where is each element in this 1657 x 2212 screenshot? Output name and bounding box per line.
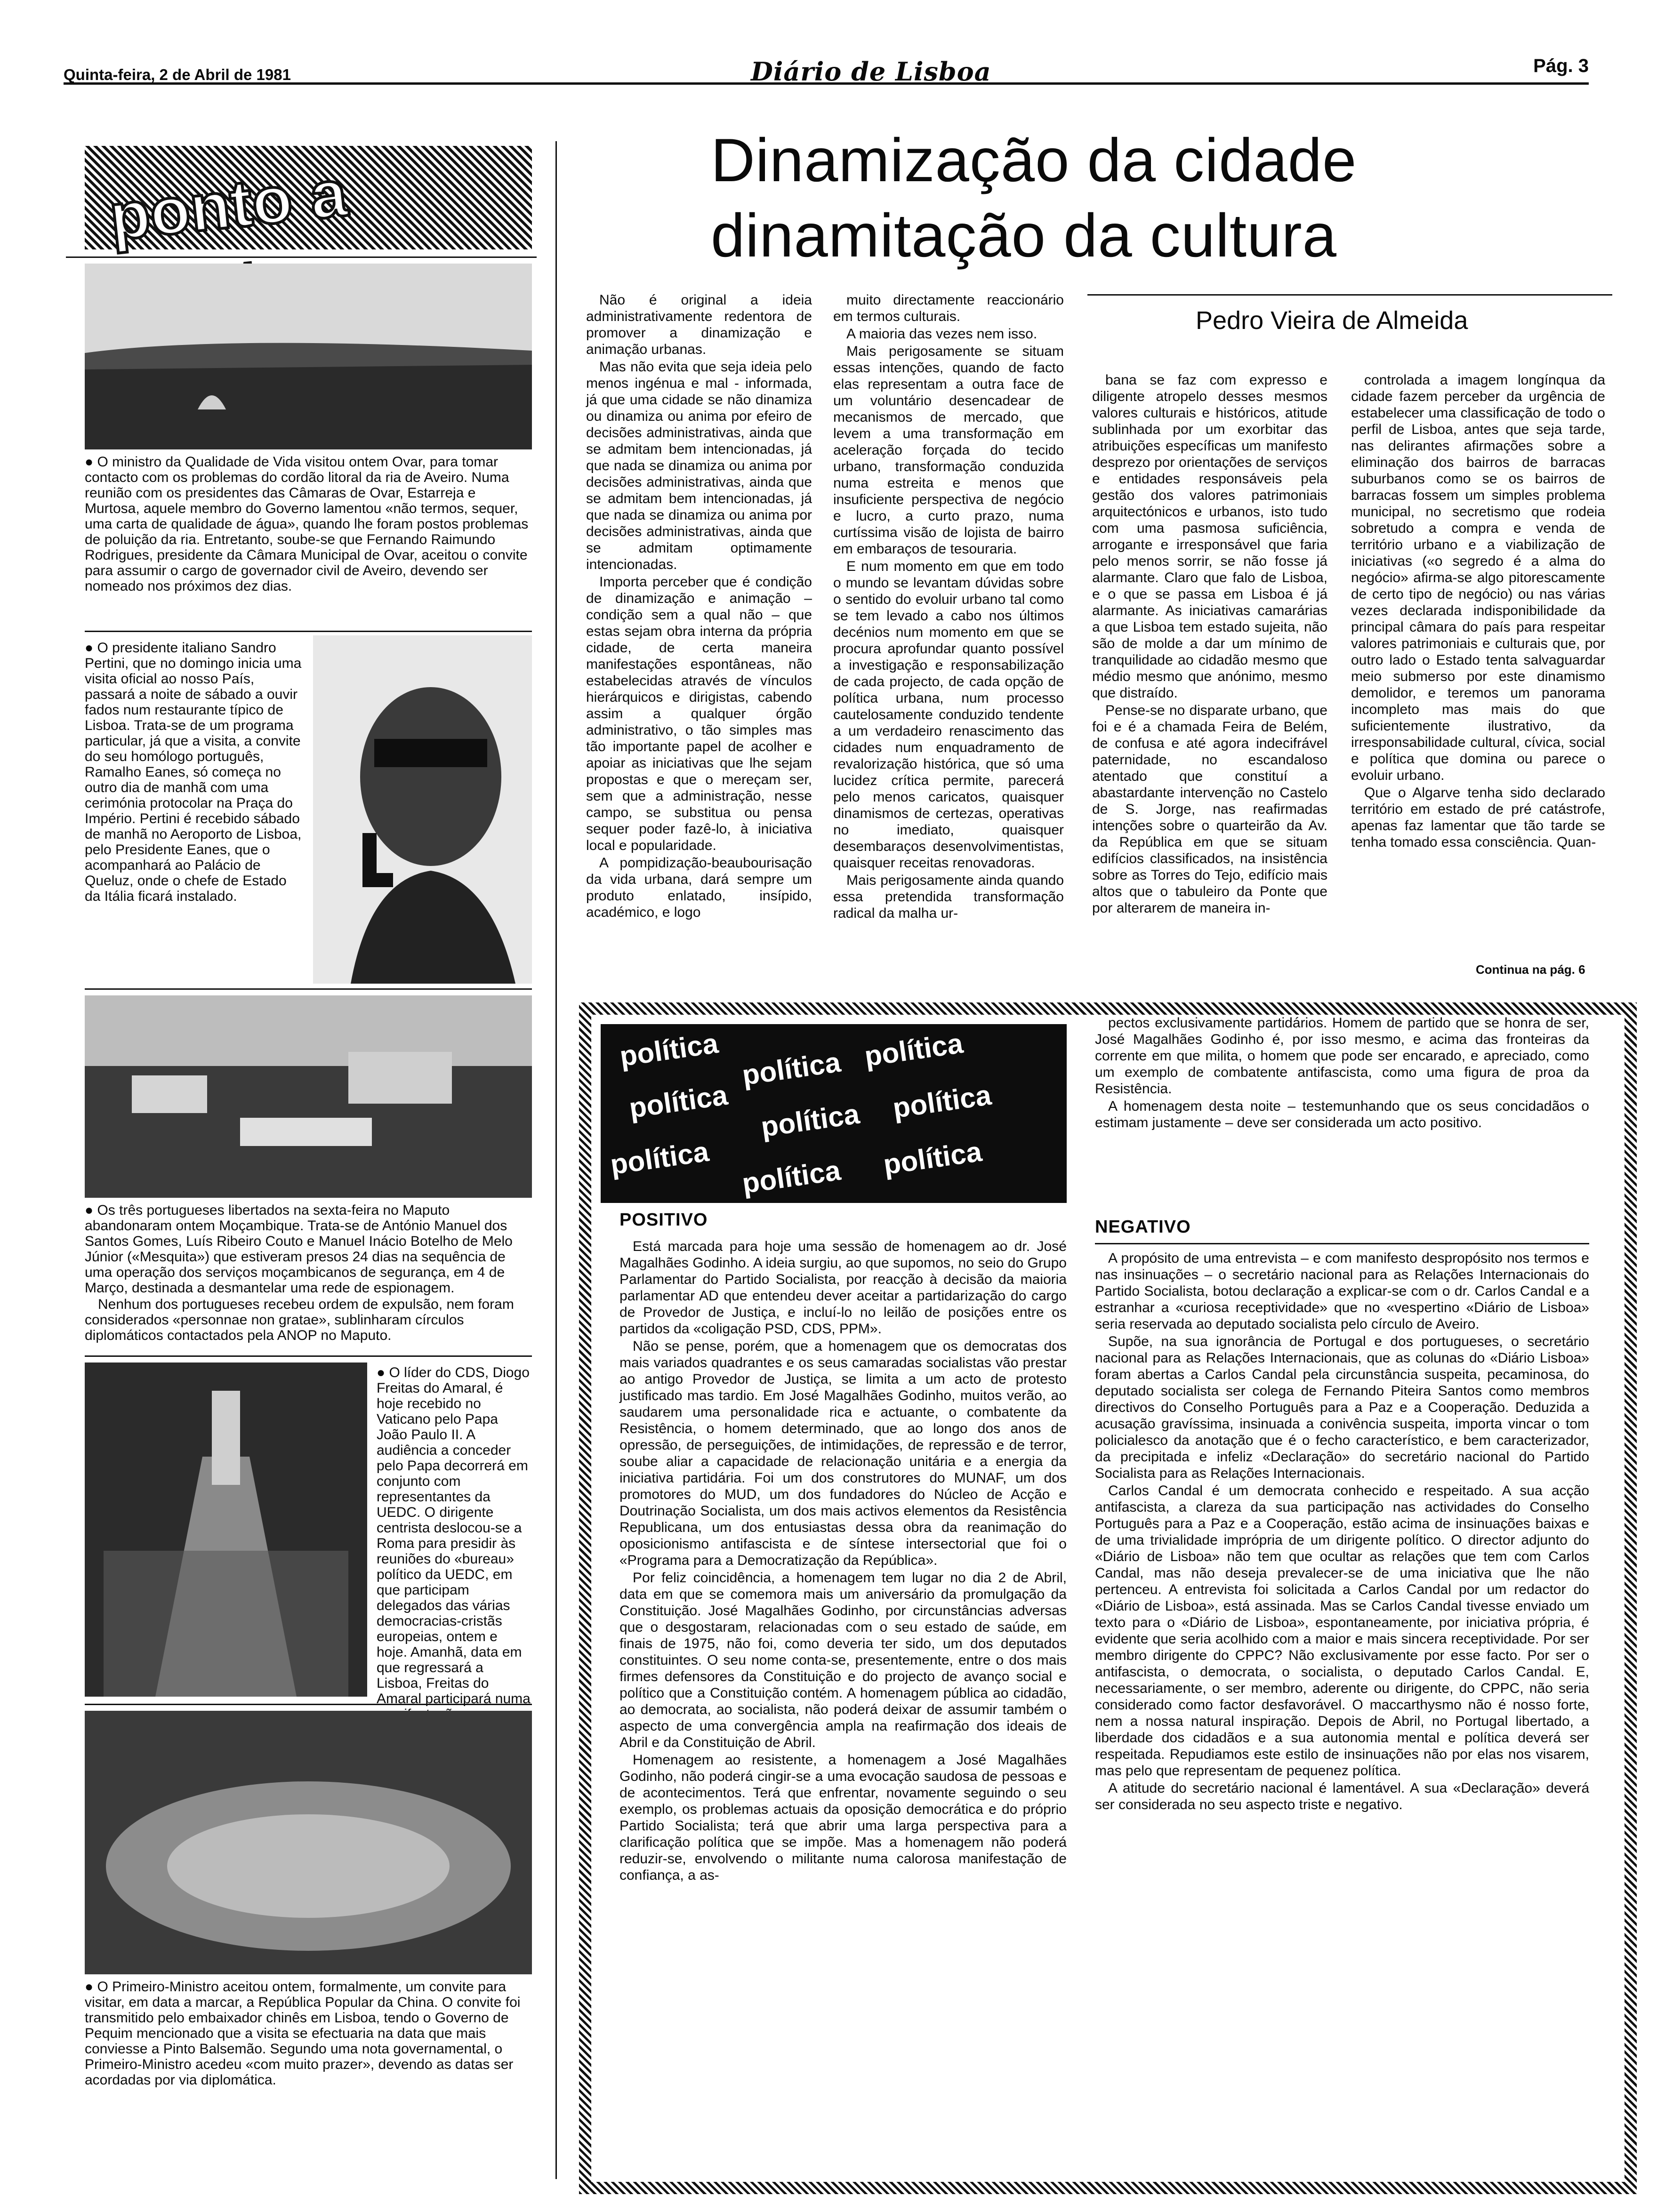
politica-banner-word: política <box>862 1027 965 1073</box>
article-paragraph: Que o Algarve tenha sido declarado território em estado de pré catástrofe, apenas faz lamentar que tão tarde se tenha tomado essa consciência. Quan- <box>1351 785 1605 850</box>
article-paragraph: Mais perigosamente se situam essas intenções, quando de facto elas representam a outra face de um voluntário desencadear de mecanismos de mercado, que levem a uma transformação em aceleração forçada do tecido urbano, transformação conduzida numa estreita e menos que insuficiente perspectiva de negócio e lucro, a curto prazo, numa curtíssima visão de lojista de bairro em embaraços de tesouraria. <box>833 344 1064 557</box>
article-paragraph: bana se faz com expresso e diligente atropelo desses mesmos valores culturais e históricos, atitude sublinhada por um exorbitar das atribuições específicas um manifesto desprezo por orientações de serviços e entidades responsáveis pela gestão dos valores patrimoniais arquitectónicos e urbanos, isto tudo com uma pasmosa suficiência, arrogante e irresponsável que faria pelo menos sorrir, se não fosse já alarmante. Claro que falo de Lisboa, e o que se passa em Lisboa é já alarmante. As iniciativas camarárias a que Lisboa tem estado sujeita, não são de molde a dar um mínimo de tranquilidade ao cidadão mesmo que médio mesmo que anónimo, mesmo que distraído. <box>1092 372 1327 701</box>
article-paragraph: Importa perceber que é condição de dinamização e animação – condição sem a qual não – que estas sejam obra interna da própria cidade, de certa maneira manifestações espontâneas, não estabelecidas através de vínculos hierárquicos e dirigistas, cabendo assim a qualquer órgão administrativo, o tão simples mas tão importante papel de acolher e apoiar as iniciativas que lhe sejam propostas e que o mereçam ser, sem que a administração, nesse campo, se substitua ou pensa sequer poder fazê-lo, à iniciativa local e popularidade. <box>586 574 812 853</box>
vatican-interior-photo <box>85 1362 367 1697</box>
negativo-column <box>1095 1250 1589 1814</box>
ria-de-aveiro-photo <box>85 264 532 449</box>
section-banner-title: ponto a <box>106 155 351 254</box>
article-paragraph: controlada a imagem longínqua da cidade fazem perceber da urgência de estabelecer uma classificação de todo o perfil de Lisboa, antes que seja tarde, nas delirantes afirmações sobre a eliminação dos bairros de barracas suburbanos como se os bairros de barracas fossem um simples problema municipal, no secretismo que rodeia sobretudo a compra e venda de território urbano e a viabilização de iniciativas («o segredo é a alma do negócio» afirma-se algo pitorescamente de certo tipo de negócio) ou nas várias vezes declarada indisponibilidade da principal câmara do país para respeitar valores patrimoniais e culturais que, por outro lado o Estado tenta salvaguardar meio submerso por este dinamismo demolidor, e teremos um panorama incompleto mas mais do que suficientemente ilustrativo, da irresponsabilidade cultural, cívica, social e política que domina ou parece o evoluir urbano. <box>1351 372 1605 783</box>
article-paragraph: Pense-se no disparate urbano, que foi e é a chamada Feira de Belém, de confusa e até agora indecifrável paternidade, no escandaloso atentado que constituí a abastardante intervenção no Castelo de S. Jorge, nas reafirmadas intenções sobre o quarteirão da Av. da República em que se situam edifícios classificados, na insistência sobre as Torres do Tejo, edifício mais altos que o tabuleiro da Ponte que por alterarem de maneira in- <box>1092 703 1327 916</box>
article-paragraph: Mas não evita que seja ideia pelo menos ingénua e mal - informada, já que uma cidade se não dinamiza ou dinamiza ou anima por efeiro de decisões administrativas, ainda que se admitam bem intencionadas, já que nada se dinamiza ou anima por decisões administrativas, ainda que se admitam bem intencionadas, já que nada se dinamiza ou anima por decisões administrativas, ainda que se admitam optimamente intencionadas. <box>586 359 812 572</box>
negativo-heading: NEGATIVO <box>1095 1217 1191 1237</box>
politica-banner-word: política <box>740 1154 843 1200</box>
positivo-paragraph: Homenagem ao resistente, a homenagem a José Magalhães Godinho, não poderá cingir-se a uma evocação saudosa de pessoas e de acontecimentos. Terá que enfrentar, novamente seguindo o seu exemplo, os problemas actuais da oposição democrática e do próprio Partido Socialista; terá que abrir uma larga perspectiva para a clarificação política que se impõe. Mas a homenagem não poderá reduzir-se, envolvendo o militante numa calorosa manifestação de confiança, a as- <box>619 1752 1067 1883</box>
politica-box <box>579 1002 1637 2194</box>
politica-banner <box>601 1024 1067 1203</box>
positivo-heading: POSITIVO <box>619 1210 708 1230</box>
politica-banner-word: política <box>618 1027 720 1073</box>
positivo-paragraph: Por feliz coincidência, a homenagem tem lugar no dia 2 de Abril, data em que se comemora mais um aniversário da promulgação da Constituição. José Magalhães Godinho, por circunstâncias adversas que o desgostaram, relacionadas com o seu estado de saúde, em finais de 1975, não foi, como deveria ter sido, um dos deputados constituintes. O seu nome conta-se, presentemente, entre o dos mais firmes defensores da Constituição e do projecto de avanço social e político que a Constituição contém. A homenagem pública ao cidadão, ao democrata, ao socialista, não poderá deixar de assumir também o aspecto de uma convergência ampla na reafirmação dos ideais de Abril e da Constituição de Abril. <box>619 1570 1067 1750</box>
article-paragraph: E num momento em que em todo o mundo se levantam dúvidas sobre o sentido do evoluir urbano tal como se tem levado a cabo nos últimos decénios num momento em que se procura aprofundar quanto possível a investigação e responsabilização de cada projecto, de cada opção de política urbana, num processo cautelosamente conduzido tendente a um verdadeiro renascimento das cidades num enquadramento de revalorização histórica, que só uma lucidez crítica permite, parecerá pelo menos caricatos, quaisquer dinamismos de certezas, operativas no imediato, quaisquer desembaraços desenvolvimentistas, quaisquer receitas renovadoras. <box>833 559 1064 871</box>
news-item-maputo: ● Os três portugueses libertados na sexta-feira no Maputo abandonaram ontem Moçambique. Trata-se de António Manuel dos Santos Gomes, Luís Ribeiro Couto e Manuel Inácio Botelho de Melo Júnior («Mesquita») que estiveram presos 24 dias na sequência de uma operação dos serviços moçambicanos de segurança, em 4 de Março, destinada a desmantelar uma rede de espionagem. <box>85 1202 513 1296</box>
sidebar-ponto-a-ponto <box>66 141 537 2179</box>
positivo-paragraph: Está marcada para hoje uma sessão de homenagem ao dr. José Magalhães Godinho. A ideia surgiu, ao que supomos, no seio do Grupo Parlamentar do Partido Socialista, por reacção à decisão da maioria parlamentar AD que entendeu dever aceitar a partidarização do cargo de Provedor de Justiça, e incluí-lo no leilão de posições entre os partidos da «coligação PSD, CDS, PPM». <box>619 1239 1067 1337</box>
news-item-freitas-do-amaral: ● O líder do CDS, Diogo Freitas do Amaral, é hoje recebido no Vaticano pelo Papa João Paulo II. A audiência a conceder pelo Papa decorrerá em conjunto com representantes da UEDC. O dirigente centrista deslocou-se a Roma para presidir às reuniões do «bureau» político da UEDC, em que participam delegados das várias democracias-cristãs europeias, ontem e hoje. Amanhã, data em que regressará a Lisboa, Freitas do Amaral participará numa <box>377 1365 531 1707</box>
negativo-paragraph: Carlos Candal é um democrata conhecido e respeitado. A sua acção antifascista, a clareza da sua participação nas actividades do Conselho Português para a Paz e a Cooperação, estão acima de insinuações baixas e de uma trivialidade imprópria de um dirigente político. O director adjunto do «Diário de Lisboa» não tem que ocultar as relações que tem com Carlos Candal, mas não deseja prevalecer-se de uma iniciativa que lhe não pertenceu. A entrevista foi solicitada a Carlos Candal por um redactor do «Diário de Lisboa», está assinada. Mas se Carlos Candal tivesse enviado um texto para o «Diário de Lisboa», espontaneamente, por iniciativa própria, é evidente que seria acolhido com a maior e mais sincera receptividade. Por ser membro dirigente do CPPC? Não exclusivamente por esse facto. Por ser o antifascista, o democrata, o socialista, o deputado Carlos Candal. E, necessariamente, o ser membro, aderente ou dirigente, do CPPC, não seria considerado como factor desfavorável. O maccarthysmo não é nosso forte, nem a nossa natural inspiração. Depois de Abril, no Portugal libertado, a liberdade dos cidadãos e a sua autonomia mental e política deverá ser respeitada. Repudiamos este estilo de insinuações não por elas nos visarem, mas pelo que representam de pequenez política. <box>1095 1483 1589 1779</box>
politica-banner-word: política <box>881 1135 984 1181</box>
article-paragraph: A maioria das vezes nem isso. <box>846 326 1038 342</box>
divider <box>85 631 532 632</box>
news-item-ovar: ● O ministro da Qualidade de Vida visitou ontem Ovar, para tomar contacto com os problemas do cordão litoral da ria de Aveiro. Numa reunião com os presidentes das Câmaras de Ovar, Estarreja e Murtosa, aquele membro do Governo lamentou «não termos, sequer, uma carta de qualidade de água», quando lhe foram postos problemas de poluição da ria. Entretanto, soube-se que Fernando Raimundo Rodrigues, presidente da Câmara Municipal de Ovar, aceitou o convite para assumir o cargo de governador civil de Aveiro, devendo ser nomeado nos próximos dez dias. <box>85 454 529 594</box>
negativo-paragraph: Supõe, na sua ignorância de Portugal e dos portugueses, o secretário nacional para as Relações Internacionais, que as colunas do «Diário Lisboa» foram abertas a Carlos Candal pela circunstância suspeita, pecaminosa, do deputado socialista ser colega de Fernando Piteira Santos como membros directivos do Conselho Português para a Paz e a Cooperação. Deduzida a acusação gravíssima, insinuada a conivência suspeita, importa vincar o tom policialesco da anotação que é o fecho característico, e bem caracterizador, da precipitada e infeliz «Declaração» do secretário nacional do Partido Socialista para as Relações Internacionais. <box>1095 1334 1589 1481</box>
column-rule <box>555 141 557 2179</box>
maputo-cityscape-photo <box>85 995 532 1198</box>
positivo-column <box>619 1238 1067 1884</box>
positivo-paragraph: pectos exclusivamente partidários. Homem de partido que se honra de ser, José Magalhães Godinho é, por isso mesmo, e acima das fronteiras da corrente em que milita, o homem que pode ser encarado, e apreciado, como um exemplo de combatente antifascista, como uma figura de proa da Resistência. <box>1095 1015 1589 1097</box>
negativo-paragraph: A propósito de uma entrevista – e com manifesto despropósito nos termos e nas insinuações – o secretário nacional para as Relações Internacionais do Partido Socialista, botou declaração a explicar-se com o dr. Carlos Candal e a estranhar a «curiosa receptividade» que no «vespertino «Diário de Lisboa» seria reservada ao deputado socialista pelo círculo de Aveiro. <box>1095 1250 1589 1332</box>
page-number: Pág. 3 <box>1533 56 1589 76</box>
article-column-2 <box>833 292 1064 922</box>
divider <box>85 1355 532 1357</box>
article-author: Pedro Vieira de Almeida <box>1196 306 1468 335</box>
article-column-1 <box>586 292 812 922</box>
news-item-china: ● O Primeiro-Ministro aceitou ontem, formalmente, um convite para visitar, em data a marcar, a República Popular da China. O convite foi transmitido pelo embaixador chinês em Lisboa, tendo o Governo de Pequim mencionado que a visita se efectuaria na data que mais conviesse a Pinto Balsemão. Segundo uma nota governamental, o Primeiro-Ministro acedeu «com muito prazer», devendo as datas ser acordadas por via diplomática. <box>85 1979 521 2088</box>
article-headline-line1: Dinamização da cidade <box>711 126 1357 194</box>
divider <box>66 256 537 258</box>
politica-banner-word: política <box>627 1079 730 1124</box>
positivo-paragraph: A homenagem desta noite – testemunhando que os seus concidadãos o estimam justamente – deve ser considerada um acto positivo. <box>1095 1098 1589 1130</box>
divider <box>85 1704 532 1705</box>
article-column-4 <box>1351 372 1605 851</box>
article-paragraph: Mais perigosamente ainda quando essa pretendida transformação radical da malha ur- <box>833 873 1064 921</box>
article-headline-line2: dinamitação da cultura <box>711 201 1337 270</box>
divider <box>1095 1243 1589 1244</box>
masthead <box>64 19 1589 85</box>
politica-banner-word: política <box>740 1046 843 1091</box>
continued-link[interactable]: Continua na pág. 6 <box>1476 962 1585 977</box>
section-banner <box>85 146 532 254</box>
politica-banner-word: política <box>608 1135 711 1181</box>
article-paragraph: A pompidização-beaubourisação da vida urbana, dará sempre um produto enlatado, insípido, académico, e logo <box>586 855 812 920</box>
pertini-portrait-photo <box>313 635 532 984</box>
news-item-pertini: ● O presidente italiano Sandro Pertini, que no domingo inicia uma visita oficial ao nosso País, passará a noite de sábado a ouvir fados num restaurante típico de Lisboa. Trata-se de um programa particular, já que a visita, a convite do seu homólogo português, Ramalho Eanes, só começa no outro dia de manhã com uma cerimónia protocolar na Praça do Império. Pertini é recebido sábado de manhã no Aeroporto de Lisboa, pelo Presidente Eanes, que o acompanhará ao Palácio de Queluz, onde o chefe de Estado da Itália ficará instalado. <box>85 640 302 904</box>
article-column-3 <box>1092 372 1327 917</box>
newspaper-logo: Diário de Lisboa <box>751 56 991 87</box>
issue-date: Quinta-feira, 2 de Abril de 1981 <box>64 66 291 83</box>
positivo-paragraph: Não se pense, porém, que a homenagem que os democratas dos mais variados quadrantes e os seus camaradas socialistas vão prestar ao antigo Provedor de Justiça, se limita a um acto de protesto justificado mas tardio. Em José Magalhães Godinho, muitos verão, ao saudarem uma personalidade rica e actuante, o combatente da Resistência, o homem determinado, que ao longo dos anos de opressão, de perseguições, de intimidações, de repressão e de terror, soube aliar a capacidade de relacionação unitária e a energia da iniciativa partidária. Foi um dos construtores do MUNAF, um dos promotores do MUD, um dos fundadores do Núcleo de Acção e Doutrinação Socialista, um dos mais activos elementos da Resistência Republicana, um dos entusiastas dessa obra da reanimação do oposicionismo antifascista e de síntese intersectorial que foi o «Programa para a Democratização da República». <box>619 1338 1067 1568</box>
positivo-continued-column <box>1095 1015 1589 1132</box>
politica-banner-word: política <box>891 1079 993 1124</box>
politica-banner-word: política <box>759 1098 861 1143</box>
news-item-maputo-2: Nenhum dos portugueses recebeu ordem de expulsão, nem foram considerados «personnae non gratae», sublinharam círculos diplomáticos contactados pela ANOP no Maputo. <box>85 1297 514 1343</box>
china-crowd-photo <box>85 1711 532 1974</box>
negativo-paragraph: A atitude do secretário nacional é lamentável. A sua «Declaração» deverá ser considerada no seu aspecto triste e negativo. <box>1095 1780 1589 1812</box>
article-paragraph: muito directamente reaccionário em termos culturais. <box>833 292 1064 324</box>
article-paragraph: Não é original a ideia administrativamente redentora de promover a dinamização e animação urbanas. <box>586 292 812 357</box>
divider <box>85 988 532 990</box>
byline-rule <box>1087 294 1612 296</box>
